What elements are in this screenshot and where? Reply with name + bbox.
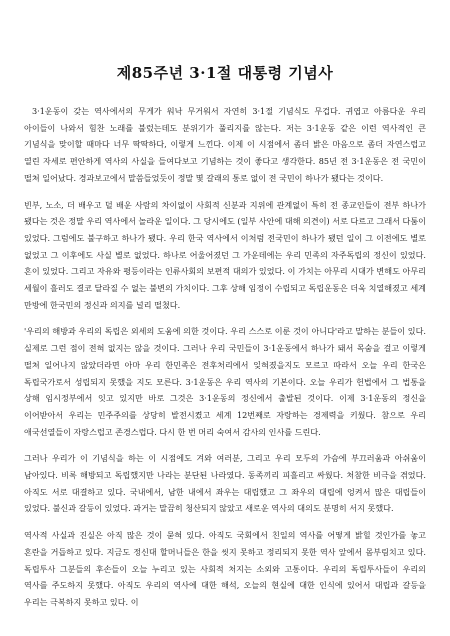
paragraph-1: 3·1운동이 갖는 역사에서의 무게가 워낙 무거워서 자연히 3·1절 기념식도 무겁다. 귀엽고 아름다운 우리 아이들이 나와서 힘찬 노래를 불렀는데도 분위기가 풀리지를 않는다. 저는 3·1운동 같은 이런 역사적인 큰 기념식을 맞이할 때마다 너무 딱딱하다, 이렇게 느낀다. 이제 이 시점에서 좀더 밝은 마음으로 좀더 자연스럽고 열린 자세로 편안하게 역사의 사실을 들여다보고 기념하는 것이 좋다고 생각한다. 85년 전 3·1운동은 전 국민이 떨쳐 일어났다. 경과보고에서 말씀들었듯이 정말 몇 갈래의 통로 없이 전 국민이 하나가 됐다는 것이다. — [24, 106, 426, 183]
paragraph-4: 그러나 우리가 이 기념식을 하는 이 시점에도 겨와 여러분, 그리고 우리 모두의 가슴에 부끄러움과 아쉬움이 남아있다. 비록 해방되고 독립했지만 나라는 분단된 나라였다. 동족끼리 피흘리고 싸웠다. 처참한 비극을 겪었다. 아직도 서로 대결하고 있다. 국내에서, 남한 내에서 좌우는 대립했고 그 좌우의 대립에 엉켜서 많은 대립들이 있었다. 불신과 갈등이 있었다. 과거는 말끔히 청산되지 않았고 새로운 역사의 대의도 분명히 서지 못했다. — [24, 453, 426, 514]
page-title: 제85주년 3·1절 대통령 기념사 — [116, 64, 334, 82]
paragraph-5: 역사적 사실과 진실은 아직 많은 것이 묻혀 있다. 아직도 국회에서 친일의 역사를 어떻게 밝힐 것인가를 놓고 혼란을 거듭하고 있다. 지금도 정신대 할머니들은 한을 씻지 못하고 정리되지 못한 역사 앞에서 몸부림치고 있다. 독립투사 그분들의 후손들이 오늘 누리고 있는 사회적 처지는 소외와 고통이다. 우리의 독립투사들이 우리의 역사를 주도하지 못했다. 아직도 우리의 역사에 대한 해석, 오늘의 현실에 대한 인식에 있어서 대립과 갈등을 우리는 극복하지 못하고 있다. 이 — [24, 530, 426, 607]
paragraph-3: '우리의 해방과 우리의 독립은 외세의 도움에 의한 것이다. 우리 스스로 이룬 것이 아니다'라고 말하는 분들이 있다. 실제로 그런 점이 전혀 없지는 않을 것이다. 그러나 우리 국민들이 3·1운동에서 하나가 돼서 목숨을 걸고 이렇게 떨쳐 일어나지 않았더라면 아마 우리 한민족은 전후처리에서 잊혀졌을지도 모르고 따라서 오늘 우리 한국은 독립국가로서 성립되지 못했을 지도 모른다. 3·1운동은 우리 역사의 기본이다. 오늘 우리가 헌법에서 그 법통을 상해 임시정부에서 잇고 있지만 바로 그것은 3·1운동의 정신에서 출발된 것이다. 이제 3·1운동의 정신을 이어받아서 우리는 민주주의를 상당히 발전시켰고 세계 12번째로 자랑하는 경제력을 키웠다. 참으로 우리 애국선열들이 자랑스럽고 존경스럽다. 다시 한 번 머리 숙여서 감사의 인사를 드린다. — [24, 326, 426, 437]
paragraph-2: 빈부, 노소, 더 배우고 덜 배운 사람의 차이없이 사회적 신분과 지위에 관계없이 특히 전 종교인들이 전부 하나가 됐다는 것은 정말 우리 역사에서 놀라운 일이다. 그 당시에도 (일부 사안에 대해 의견이) 서로 다르고 그래서 다툼이 있었다. 그럼에도 불구하고 하나가 됐다. 우리 한국 역사에서 이처럼 전국민이 하나가 됐던 일이 그 이전에도 별로 없었고 그 이후에도 사실 별로 없었다. 하나로 어울어졌던 그 가운데에는 우리 민족의 자주독립의 정신이 있었다. 혼이 있었다. 그리고 자유와 평등이라는 인류사회의 보편적 대의가 있었다. 이 가치는 아무리 시대가 변해도 아무리 세월이 흘러도 결코 달라질 수 없는 불변의 가치이다. 그후 상해 임정이 수립되고 독립운동은 더욱 치열해졌고 세계 만방에 한국민의 정신과 의지를 널리 떨쳤다. — [24, 199, 426, 310]
